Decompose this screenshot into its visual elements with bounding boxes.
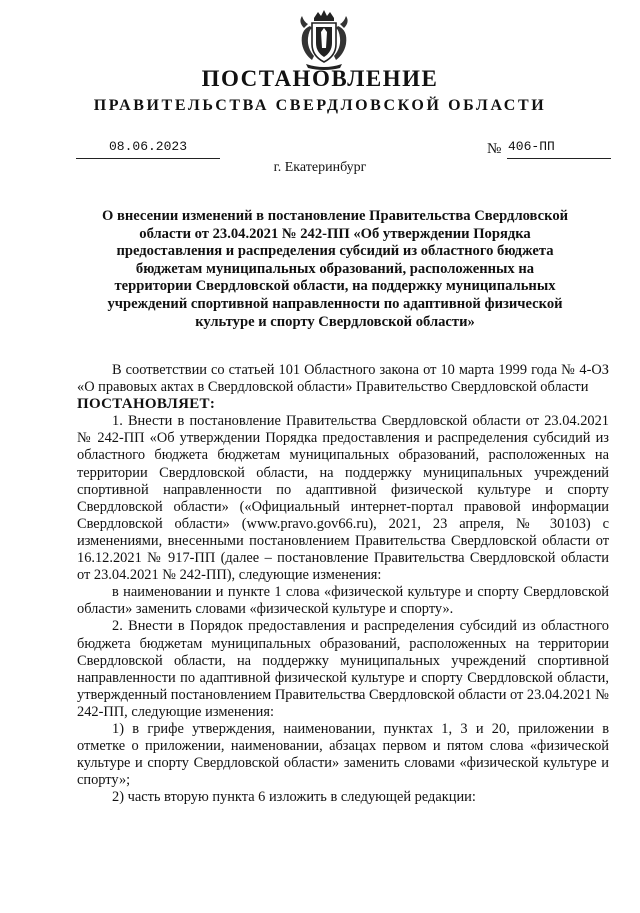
coat-of-arms-emblem	[292, 8, 356, 70]
number-label: №	[487, 141, 502, 157]
item-1-paragraph: 1. Внести в постановление Правительства Свердловской области от 23.04.2021 № 242-ПП «Об утверждении Порядка предоставления и распределения субсидий из областного бюджета бюджетам муниципальных образований, расположенных на территории Свердловской области, на поддержку муниципальных учреждений спортивной направленности по адаптивной физической культуре и спорту Свердловской области» («Официальный интернет-портал правовой информации Свердловской области» (www.pravo.gov66.ru), 2021, 23 апреля, № 30103) с изменениями, внесенными постановлением Правительства Свердловской области от 16.12.2021 № 917-ПП (далее – постановление Правительства Свердловской области от 23.04.2021 № 242-ПП), следующие изменения:	[77, 413, 609, 584]
subitem-2-paragraph: 2) часть вторую пункта 6 изложить в следующей редакции:	[112, 789, 476, 806]
preamble-paragraph: В соответствии со статьей 101 Областного закона от 10 марта 1999 года № 4-ОЗ «О правовых актах в Свердловской области» Правительство Свердловской области	[77, 362, 609, 396]
decree-heading: ПОСТАНОВЛЯЕТ:	[77, 396, 216, 413]
document-type-heading: ПОСТАНОВЛЕНИЕ	[201, 66, 439, 91]
document-number: 406-ПП	[507, 139, 611, 159]
city-line: г. Екатеринбург	[273, 160, 367, 175]
issuer-heading: ПРАВИТЕЛЬСТВА СВЕРДЛОВСКОЙ ОБЛАСТИ	[93, 97, 547, 114]
document-body	[77, 362, 609, 806]
item-1-text-paragraph: в наименовании и пункте 1 слова «физической культуре и спорту Свердловской области» заменить словами «физической культуре и спорту».	[77, 584, 609, 618]
document-title: О внесении изменений в постановление Правительства Свердловской области от 23.04.2021 № 242-ПП «Об утверждении Порядка предоставления и распределения субсидий из областного бюджета бюджетам муниципальных образований, расположенных на территории Свердловской области, на поддержку муниципальных учреждений спортивной направленности по адаптивной физической культуре и спорту Свердловской области»	[101, 208, 569, 330]
document-date: 08.06.2023	[76, 139, 220, 159]
subitem-1-paragraph: 1) в грифе утверждения, наименовании, пунктах 1, 3 и 20, приложении в отметке о приложении, наименовании, абзацах первом и пятом слова «физической культуре и спорту Свердловской области» заменить словами «физической культуре и спорту»;	[77, 720, 609, 789]
item-2-paragraph: 2. Внести в Порядок предоставления и распределения субсидий из областного бюджета бюджетам муниципальных образований, расположенных на территории Свердловской области, на поддержку муниципальных учреждений спортивной направленности по адаптивной физической культуре и спорту Свердловской области, утвержденный постановлением Правительства Свердловской области от 23.04.2021 № 242-ПП, следующие изменения:	[77, 618, 609, 720]
